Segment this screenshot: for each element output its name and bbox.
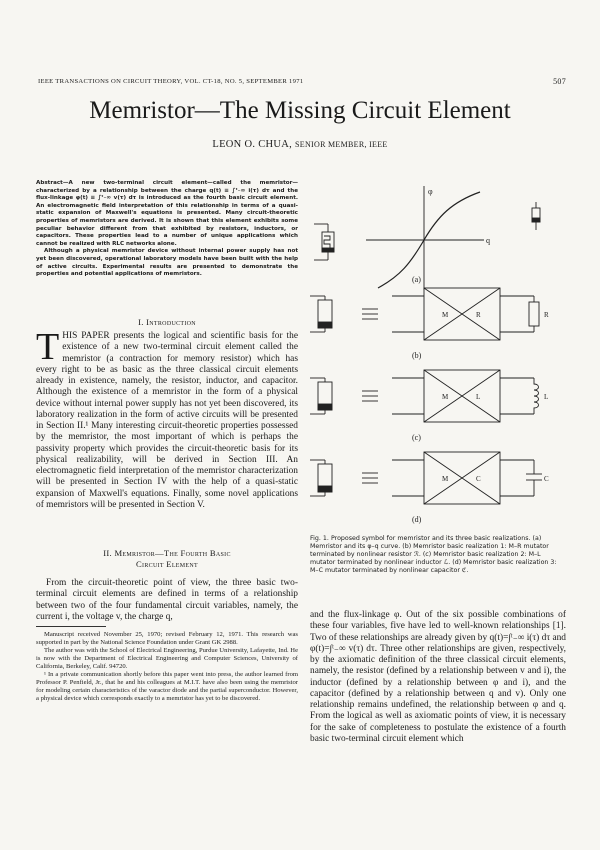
- footnote-1: ¹ In a private communication shortly before this paper went into press, the author learned from Professor P. Penfield, Jr., that he and his colleagues at M.I.T. have also been using the memristor for modeling certain characteristics of the varactor diode and the partial superconductor. However, a physical device which corresponds exactly to a memristor has yet to be discovered.: [36, 671, 298, 703]
- figure-caption-text: Proposed symbol for memristor and its three basic realizations. (a) Memristor and its φ–q curve. (b) Memristor basic realization 1: M–R mutator terminated by nonlinear resistor ℛ. (c) Memristor basic realization 2: M–L mutator terminated by nonlinear inductor ℒ. (d) Memristor basic realization 3: M–C mutator terminated by nonlinear capacitor ℭ.: [310, 535, 557, 574]
- author-affiliation: SENIOR MEMBER, IEEE: [295, 140, 388, 149]
- footnote-author: The author was with the School of Electrical Engineering, Purdue University, Lafayette, Ind. He is now with the Department of Electrical Engineering and Computer Sciences, University of California, Berkeley, Calif. 94720.: [36, 647, 298, 671]
- footnotes: [36, 631, 298, 703]
- section-1-heading: I. Introduction: [138, 317, 196, 327]
- element-d: C: [544, 475, 549, 483]
- section-2-heading: [36, 548, 298, 570]
- figure-caption: [310, 535, 566, 575]
- realization-c: [310, 370, 539, 422]
- section-2-body-right: [310, 610, 566, 745]
- mutator-d-right: C: [476, 475, 481, 483]
- realization-d: [310, 452, 542, 504]
- memristor-symbol-a-right: [532, 202, 540, 230]
- axis-label-q: q: [486, 236, 490, 245]
- page-number: 507: [553, 77, 566, 86]
- phi-q-curve-plot: [366, 186, 484, 290]
- section-2-heading-line-1: II. Memristor—The Fourth Basic: [103, 548, 231, 558]
- drop-cap: T: [36, 326, 60, 368]
- mutator-c-left: M: [442, 393, 449, 401]
- element-c: L: [544, 393, 549, 401]
- panel-label-c: (c): [412, 433, 421, 442]
- author-name: LEON O. CHUA,: [212, 139, 293, 150]
- panel-label-d: (d): [412, 515, 422, 524]
- mutator-b-left: M: [442, 311, 449, 319]
- axis-label-phi: φ: [428, 187, 433, 196]
- figure-1: [304, 172, 566, 530]
- abstract-paragraph-2: Although a physical memristor device without internal power supply has not yet been discovered, operational laboratory models have been built with the help of active circuits. Experimental results are presented to demonstrate the properties and potential applications of memristors.: [36, 248, 298, 278]
- abstract: [36, 180, 298, 279]
- section-1-paragraph: [36, 326, 298, 511]
- figure-caption-label: Fig. 1.: [310, 535, 329, 542]
- mutator-c-right: L: [476, 393, 481, 401]
- mutator-b-right: R: [476, 311, 481, 319]
- section-2-body-left: [36, 578, 298, 623]
- realization-b: [310, 288, 539, 340]
- memristor-symbol-a: [314, 224, 334, 260]
- section-1-body: [36, 326, 298, 511]
- opening-words: HIS PAPER: [62, 331, 110, 341]
- panel-label-b: (b): [412, 351, 422, 360]
- running-header: [38, 78, 566, 85]
- author-line: [0, 139, 600, 150]
- section-2-left-text: From the circuit-theoretic point of view, the three basic two-terminal circuit elements are defined in terms of a relationship between two of the four fundamental circuit variables, namely, the current i, the voltage v, the charge q,: [36, 578, 298, 622]
- abstract-paragraph-1: Abstract—A new two-terminal circuit element—called the memristor—characterized by a relationship between the charge q(t) ≡ ∫ᵗ₋∞ i(τ) dτ and the flux-linkage φ(t) ≡ ∫ᵗ₋∞ v(τ) dτ is introduced as the fourth basic circuit element. An electromagnetic field interpretation of this relationship in terms of a quasi-static expansion of Maxwell's equations is presented. Many circuit-theoretic properties of memristors are derived. It is shown that this element exhibits some peculiar behavior different from that exhibited by resistors, inductors, or capacitors. These properties lead to a number of unique applications which cannot be realized with RLC networks alone.: [36, 180, 298, 247]
- section-2-heading-line-2: Circuit Element: [136, 559, 198, 569]
- element-b: R: [544, 311, 549, 319]
- section-2-right-text: and the flux-linkage φ. Out of the six possible combinations of these four variables, five have led to well-known relationships [1]. Two of these relationships are already given by q(t)=∫ᵗ₋∞ i(τ) dτ and φ(t)=∫ᵗ₋∞ v(τ) dτ. Three other relationships are given, respectively, by the axiomatic definition of the three classical circuit elements, namely, the resistor (defined by a relationship between v and i), the inductor (defined by a relationship between φ and i), and the capacitor (defined by a relationship between q and v). Only one relationship remains undefined, the relationship between φ and q. From the logical as well as axiomatic points of view, it is necessary for the sake of completeness to postulate the existence of a fourth basic two-terminal circuit element which: [310, 610, 566, 744]
- journal-citation: IEEE TRANSACTIONS ON CIRCUIT THEORY, VOL. CT-18, NO. 5, SEPTEMBER 1971: [38, 78, 304, 85]
- mutator-d-left: M: [442, 475, 449, 483]
- section-1-text: presents the logical and scientific basis for the existence of a new two-terminal circuit element called the memristor (a contraction for memory resistor) which has every right to be as basic as the three classical circuit elements already in existence, namely, the resistor, inductor, and capacitor. Although the existence of a memristor in the form of a physical device without internal power supply has not yet been discovered, its laboratory realization in the form of active circuits will be presented in Section II.¹ Many interesting circuit-theoretic properties possessed by the memristor, the most important of which is perhaps the passivity property which provides the circuit-theoretic basis for its physical realizability, will be derived in Section III. An electromagnetic field interpretation of the memristor characterization will be presented in Section IV with the help of a quasi-static expansion of Maxwell's equations. Finally, some novel applications of memristors will be presented in Section V.: [36, 331, 298, 510]
- footnote-rule: [36, 626, 106, 627]
- footnote-received: Manuscript received November 25, 1970; revised February 12, 1971. This research was supported in part by the National Science Foundation under Grant GK 2988.: [36, 631, 298, 647]
- paper-title: Memristor—The Missing Circuit Element: [89, 97, 511, 124]
- panel-label-a: (a): [412, 275, 421, 284]
